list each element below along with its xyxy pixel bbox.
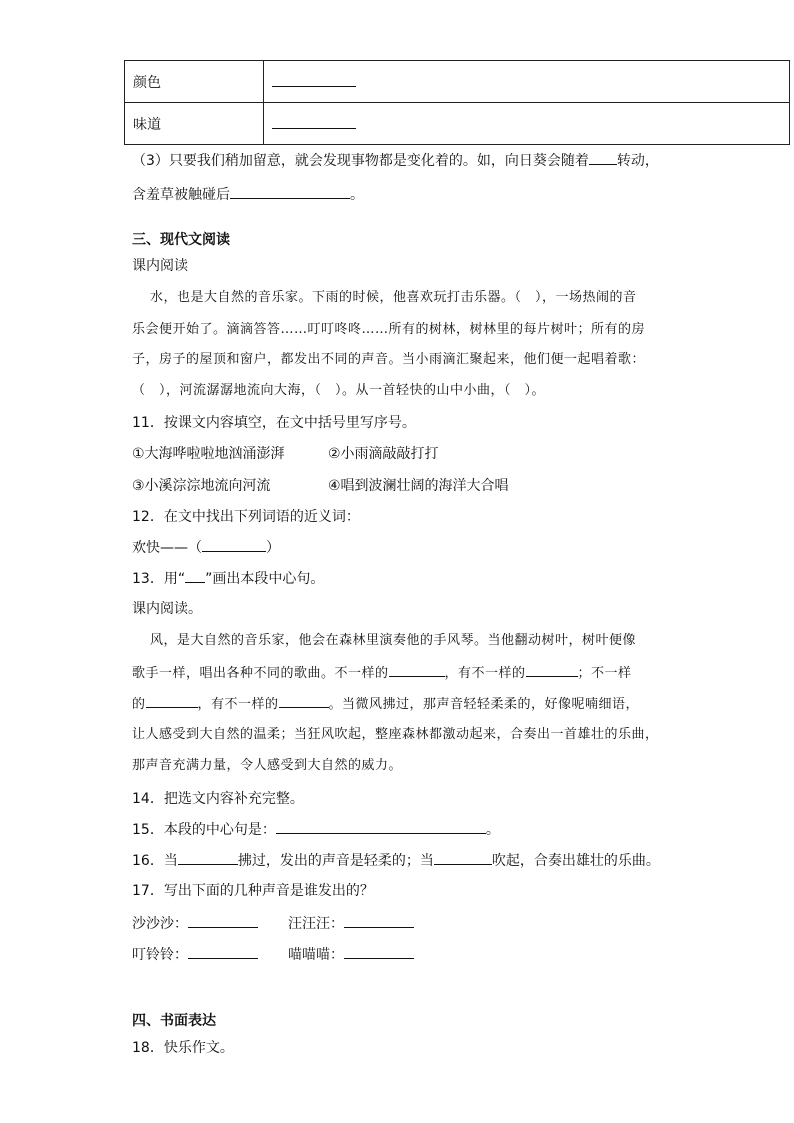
passage-text: 歌手一样，唱出各种不同的歌曲。不一样的 xyxy=(132,666,389,681)
answer-blank[interactable] xyxy=(188,944,258,959)
question-text: ”画出本段中心句。 xyxy=(205,571,325,587)
answer-blank[interactable] xyxy=(434,850,492,865)
question-15 xyxy=(132,819,500,840)
answer-blank[interactable] xyxy=(389,662,445,677)
section-title: 三、现代文阅读 xyxy=(132,232,230,248)
observation-table xyxy=(124,60,790,145)
question-16 xyxy=(132,850,660,871)
answer-blank[interactable] xyxy=(146,693,198,708)
question-3-line-1 xyxy=(132,150,659,171)
answer-blank[interactable] xyxy=(526,662,578,677)
passage-line: 让人感受到大自然的温柔；当狂风吹起，整座森林都激动起来，合奏出一首雄壮的乐曲， xyxy=(132,727,659,742)
passage-text: 的 xyxy=(132,697,146,712)
answer-blank[interactable] xyxy=(230,184,350,199)
table-answer-cell[interactable] xyxy=(264,61,790,103)
question-text: 拂过，发出的声音是轻柔的；当 xyxy=(237,853,434,869)
sound-item xyxy=(288,913,414,934)
table-row xyxy=(125,61,790,103)
sound-label: 沙沙沙： xyxy=(132,916,188,932)
answer-blank[interactable] xyxy=(272,72,356,87)
subsection-title: 课内阅读。 xyxy=(132,601,202,617)
table-row xyxy=(125,103,790,145)
answer-blank[interactable] xyxy=(178,850,238,865)
sound-item xyxy=(132,913,258,934)
question-17: 17．写出下面的几种声音是谁发出的？ xyxy=(132,883,374,899)
answer-blank[interactable] xyxy=(279,693,329,708)
passage-line: 风，是大自然的音乐家，他会在森林里演奏他的手风琴。当他翻动树叶，树叶便像 xyxy=(150,633,637,648)
question-text: 转动， xyxy=(616,153,659,169)
passage-text: ，有不一样的 xyxy=(197,697,279,712)
sound-label: 汪汪汪： xyxy=(288,916,344,932)
question-18: 18．快乐作文。 xyxy=(132,1040,234,1056)
passage-text: 。当微风拂过，那声音轻轻柔柔的，好像呢喃细语， xyxy=(328,697,640,712)
question-text: （3）只要我们稍加留意，就会发现事物都是变化着的。如，向日葵会随着 xyxy=(132,153,589,169)
question-12: 12．在文中找出下列词语的近义词： xyxy=(132,509,360,525)
passage-line xyxy=(132,662,632,684)
table-label: 颜色 xyxy=(125,61,264,103)
question-3-line-2 xyxy=(132,184,364,205)
question-text: 16．当 xyxy=(132,853,178,869)
answer-blank[interactable] xyxy=(344,913,414,928)
question-text: 欢快——（ xyxy=(132,540,202,556)
question-text: 15．本段的中心句是： xyxy=(132,822,276,838)
option-1: ①大海哗啦啦地汹涌澎湃 xyxy=(132,446,285,462)
answer-blank[interactable] xyxy=(276,819,486,834)
passage-line xyxy=(132,693,639,715)
sound-item xyxy=(132,944,258,965)
passage-line: 子，房子的屋顶和窗户，都发出不同的声音。当小雨滴汇聚起来，他们便一起唱着歌： xyxy=(132,352,646,367)
section-title: 四、书面表达 xyxy=(132,1013,216,1029)
question-text: 。 xyxy=(350,187,364,203)
question-text: 含羞草被触碰后 xyxy=(132,187,230,203)
answer-blank[interactable] xyxy=(589,150,617,165)
question-text: 吹起，合奏出雄壮的乐曲。 xyxy=(491,853,660,869)
passage-text: ；不一样 xyxy=(577,666,632,681)
question-11: 11．按课文内容填空，在文中括号里写序号。 xyxy=(132,415,416,431)
question-text: 13．用“ xyxy=(132,571,186,587)
question-13 xyxy=(132,568,324,589)
sound-label: 喵喵喵： xyxy=(288,947,344,963)
passage-line: 乐会便开始了。滴滴答答……叮叮咚咚……所有的树林，树林里的每片树叶；所有的房 xyxy=(132,322,646,337)
question-text: 。 xyxy=(485,822,500,838)
answer-blank[interactable] xyxy=(272,114,356,129)
option-2: ②小雨滴敲敲打打 xyxy=(328,446,439,462)
question-14: 14．把选文内容补充完整。 xyxy=(132,791,304,807)
underline-sample xyxy=(185,568,205,583)
option-3: ③小溪淙淙地流向河流 xyxy=(132,478,271,494)
question-text: ） xyxy=(266,540,280,556)
passage-line: 那声音充满力量，令人感受到大自然的威力。 xyxy=(132,758,403,773)
option-4: ④唱到波澜壮阔的海洋大合唱 xyxy=(328,478,509,494)
table-answer-cell[interactable] xyxy=(264,103,790,145)
answer-blank[interactable] xyxy=(344,944,414,959)
passage-line: （ ），河流潺潺地流向大海，（ ）。从一首轻快的山中小曲，（ ）。 xyxy=(132,383,546,398)
question-12-answer xyxy=(132,537,280,558)
subsection-title: 课内阅读 xyxy=(132,258,188,274)
table-label: 味道 xyxy=(125,103,264,145)
sound-label: 叮铃铃： xyxy=(132,947,188,963)
sound-item xyxy=(288,944,414,965)
passage-text: ，有不一样的 xyxy=(444,666,526,681)
passage-line: 水，也是大自然的音乐家。下雨的时候，他喜欢玩打击乐器。（ ），一场热闹的音 xyxy=(150,290,637,305)
answer-blank[interactable] xyxy=(188,913,258,928)
answer-blank[interactable] xyxy=(202,537,266,552)
